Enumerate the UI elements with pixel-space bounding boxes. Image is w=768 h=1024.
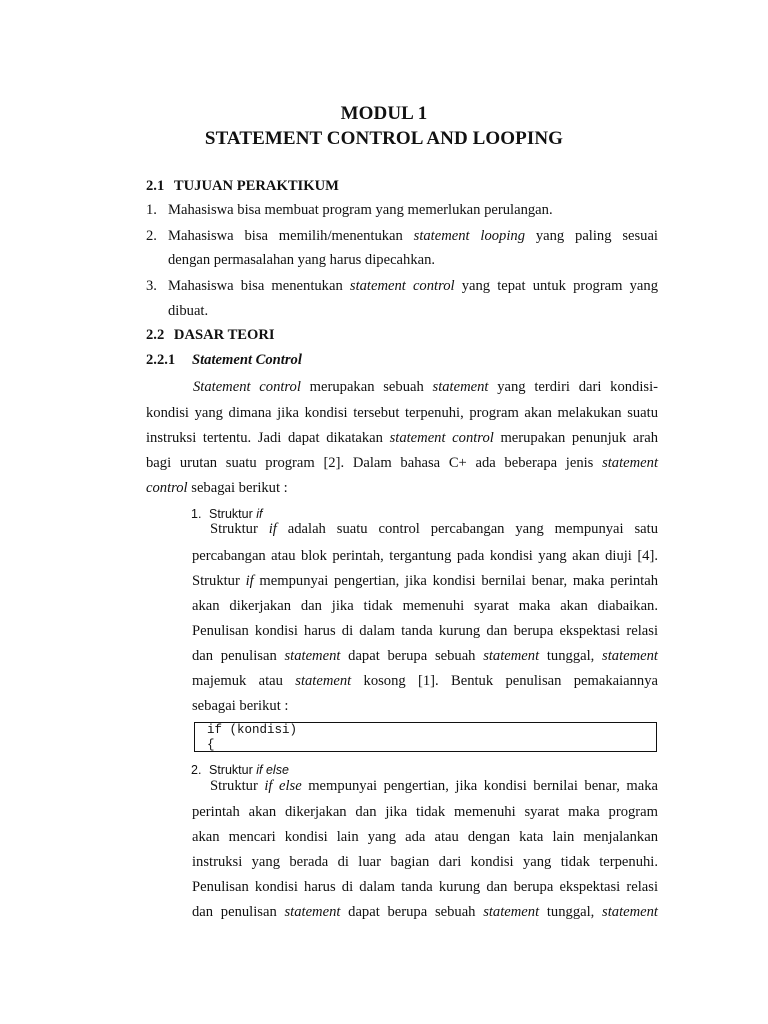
paragraph-line: kondisi yang dimana jika kondisi tersebut terpenuhi, program akan melakukan suatu — [146, 405, 658, 421]
paragraph-line: dan penulisan statement dapat berupa sebuah statement tunggal, statement — [192, 904, 658, 920]
paragraph-line: Penulisan kondisi harus di dalam tanda kurung dan berupa ekspektasi relasi — [192, 879, 658, 895]
paragraph-line: instruksi yang berada di luar bagian dari kondisi yang tidak terpenuhi. — [192, 854, 658, 870]
code-line: if (kondisi) — [207, 723, 298, 737]
paragraph-line: Struktur if adalah suatu control percabangan yang mempunyai satu — [210, 521, 658, 537]
paragraph-line: instruksi tertentu. Jadi dapat dikatakan statement control merupakan penunjuk arah — [146, 430, 659, 446]
paragraph-line: control sebagai berikut : — [146, 480, 288, 496]
paragraph-line: Statement control merupakan sebuah statement yang terdiri dari kondisi- — [193, 379, 659, 395]
list-text-line: Mahasiswa bisa memilih/menentukan statement looping yang paling sesuai — [168, 228, 658, 244]
paragraph-line: Struktur if else mempunyai pengertian, jika kondisi bernilai benar, maka — [210, 778, 658, 794]
list-text-line: dibuat. — [168, 303, 209, 319]
subheading-struktur-if: 1. Struktur if — [191, 507, 263, 521]
list-number: 3. — [146, 278, 157, 294]
section-title: Statement Control — [192, 352, 302, 368]
module-title: MODUL 1 — [340, 103, 428, 124]
module-subtitle: STATEMENT CONTROL AND LOOPING — [204, 128, 564, 149]
paragraph-line: dan penulisan statement dapat berupa sebuah statement tunggal, statement — [192, 648, 658, 664]
section-number: 2.2 — [146, 327, 165, 343]
list-text-line: dengan permasalahan yang harus dipecahkan. — [168, 252, 436, 268]
paragraph-line: majemuk atau statement kosong [1]. Bentuk penulisan pemakaiannya — [192, 673, 658, 689]
paragraph-line: sebagai berikut : — [192, 698, 289, 714]
paragraph-line: akan mencari kondisi lain yang ada atau dengan kata lain menjalankan — [192, 829, 658, 845]
paragraph-line: percabangan atau blok perintah, tergantung pada kondisi yang akan diuji [4]. — [192, 548, 658, 564]
paragraph-line: Struktur if mempunyai pengertian, jika kondisi bernilai benar, maka perintah — [192, 573, 659, 589]
section-2-1-heading — [146, 177, 339, 195]
paragraph-line: perintah akan dikerjakan dan jika tidak memenuhi syarat maka program — [192, 804, 658, 820]
paragraph-line: akan dikerjakan dan jika tidak memenuhi syarat maka akan diabaikan. — [192, 598, 658, 614]
list-number: 2. — [146, 228, 157, 244]
subheading-struktur-if-else: 2. Struktur if else — [191, 763, 289, 777]
paragraph-line: Penulisan kondisi harus di dalam tanda kurung dan berupa ekspektasi relasi — [192, 623, 658, 639]
code-block — [194, 722, 657, 752]
section-title: TUJUAN PERAKTIKUM — [173, 178, 339, 194]
list-item — [146, 201, 553, 219]
section-title: DASAR TEORI — [173, 327, 275, 343]
section-number: 2.2.1 — [146, 352, 176, 368]
subsection-2-2-1-heading — [146, 351, 302, 369]
list-text: Mahasiswa bisa membuat program yang memerlukan perulangan. — [168, 202, 553, 218]
section-2-2-heading — [146, 326, 275, 344]
list-number: 1. — [146, 202, 157, 218]
paragraph-line: bagi urutan suatu program [2]. Dalam bahasa C+ ada beberapa jenis statement — [146, 455, 658, 471]
section-number: 2.1 — [146, 178, 165, 194]
list-text-line: Mahasiswa bisa menentukan statement control yang tepat untuk program yang — [168, 278, 659, 294]
code-line: { — [207, 738, 215, 752]
